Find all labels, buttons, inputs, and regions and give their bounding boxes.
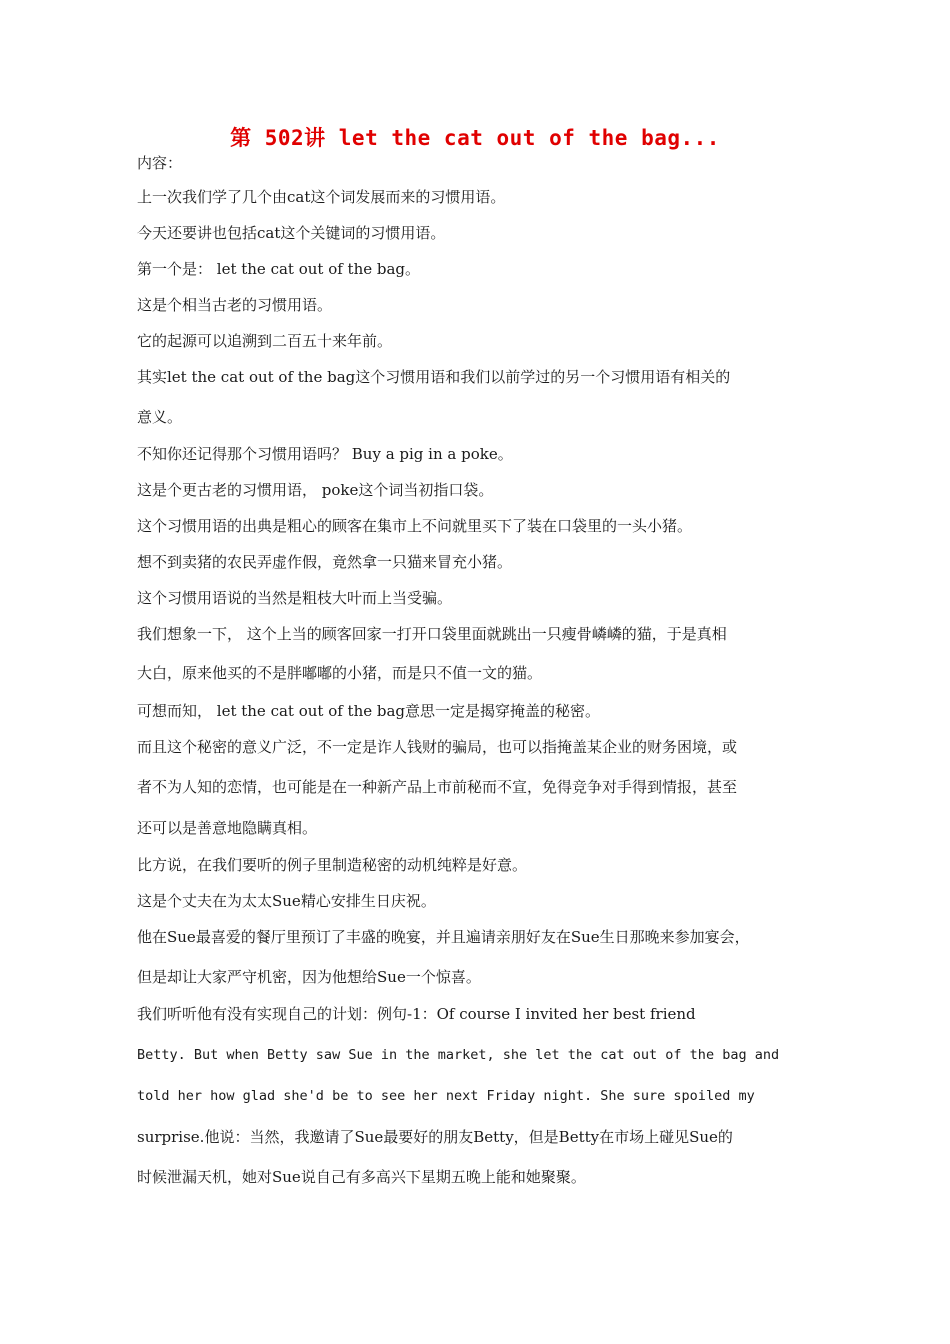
paragraph-line: 这个习惯用语说的当然是粗枝大叶而上当受骗。 xyxy=(137,589,453,607)
paragraph-line: 今天还要讲也包括cat这个关键词的习惯用语。 xyxy=(137,224,446,242)
paragraph-line: 内容： xyxy=(137,154,183,172)
paragraph-line: 意义。 xyxy=(137,408,183,426)
paragraph-line: 这是个相当古老的习惯用语。 xyxy=(137,296,333,314)
paragraph-line: 上一次我们学了几个由cat这个词发展而来的习惯用语。 xyxy=(137,188,506,206)
paragraph-line: 还可以是善意地隐瞒真相。 xyxy=(137,819,318,837)
paragraph-line: 大白，原来他买的不是胖嘟嘟的小猪，而是只不值一文的猫。 xyxy=(137,664,543,682)
paragraph-line: 者不为人知的恋情，也可能是在一种新产品上市前秘而不宣，免得竞争对手得到情报，甚至 xyxy=(137,778,738,796)
paragraph-line: 不知你还记得那个习惯用语吗？ Buy a pig in a poke。 xyxy=(137,445,513,463)
paragraph-line: 这是个更古老的习惯用语， poke这个词当初指口袋。 xyxy=(137,481,494,499)
document-title: 第 502讲 let the cat out of the bag... xyxy=(230,126,720,150)
paragraph-line: surprise.他说：当然，我邀请了Sue最要好的朋友Betty，但是Betty在市场上碰见Sue的 xyxy=(137,1128,733,1146)
paragraph-line: 它的起源可以追溯到二百五十来年前。 xyxy=(137,332,393,350)
paragraph-line: 这是个丈夫在为太太Sue精心安排生日庆祝。 xyxy=(137,892,436,910)
paragraph-line: 可想而知， let the cat out of the bag意思一定是揭穿掩盖的秘密。 xyxy=(137,702,601,720)
paragraph-line: 第一个是： let the cat out of the bag。 xyxy=(137,260,421,278)
paragraph-line: told her how glad she'd be to see her next Friday night. She sure spoiled my xyxy=(137,1088,755,1104)
paragraph-line: 但是却让大家严守机密，因为他想给Sue一个惊喜。 xyxy=(137,968,481,986)
paragraph-line: 其实let the cat out of the bag这个习惯用语和我们以前学过的另一个习惯用语有相关的 xyxy=(137,368,731,386)
paragraph-line: 想不到卖猪的农民弄虚作假，竟然拿一只猫来冒充小猪。 xyxy=(137,553,513,571)
paragraph-line: 时候泄漏天机，她对Sue说自己有多高兴下星期五晚上能和她聚聚。 xyxy=(137,1168,586,1186)
paragraph-line: 我们听听他有没有实现自己的计划：例句-1：Of course I invited her best friend xyxy=(137,1005,696,1023)
paragraph-line: 这个习惯用语的出典是粗心的顾客在集市上不问就里买下了装在口袋里的一头小猪。 xyxy=(137,517,693,535)
paragraph-line: 他在Sue最喜爱的餐厅里预订了丰盛的晚宴，并且遍请亲朋好友在Sue生日那晚来参加宴会， xyxy=(137,928,750,946)
paragraph-line: 比方说，在我们要听的例子里制造秘密的动机纯粹是好意。 xyxy=(137,856,528,874)
paragraph-line: 我们想象一下， 这个上当的顾客回家一打开口袋里面就跳出一只瘦骨嶙嶙的猫，于是真相 xyxy=(137,625,727,643)
paragraph-line: Betty. But when Betty saw Sue in the market, she let the cat out of the bag and xyxy=(137,1047,780,1063)
paragraph-line: 而且这个秘密的意义广泛，不一定是诈人钱财的骗局，也可以指掩盖某企业的财务困境，或 xyxy=(137,738,738,756)
